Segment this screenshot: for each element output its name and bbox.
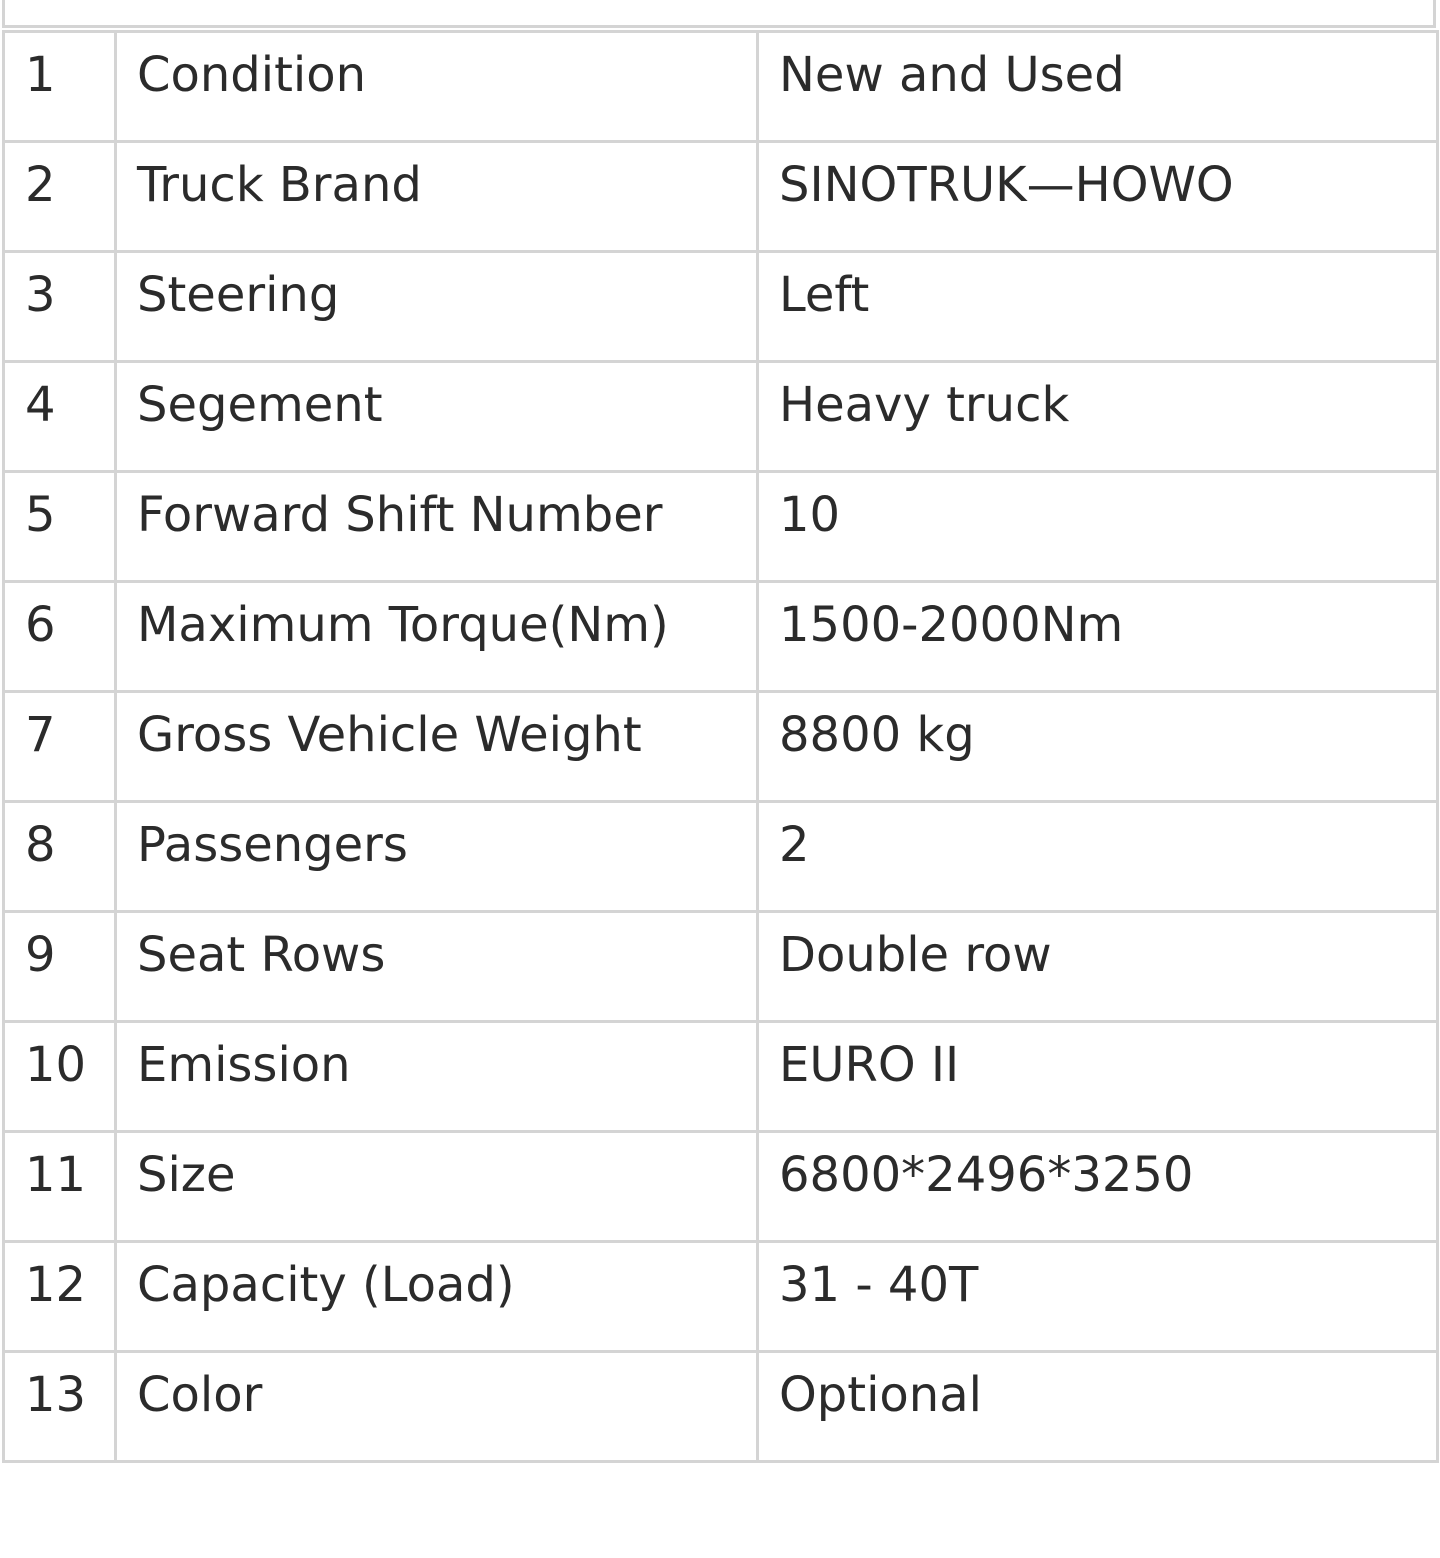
row-number: 6 bbox=[4, 582, 116, 692]
property-name: Emission bbox=[116, 1022, 758, 1132]
row-number: 3 bbox=[4, 252, 116, 362]
spec-table-body bbox=[4, 32, 1438, 1462]
table-row bbox=[4, 1022, 1438, 1132]
property-value: Left bbox=[758, 252, 1438, 362]
table-row bbox=[4, 1132, 1438, 1242]
spec-table bbox=[2, 30, 1439, 1463]
row-number: 12 bbox=[4, 1242, 116, 1352]
property-value: 31 - 40T bbox=[758, 1242, 1438, 1352]
row-number: 13 bbox=[4, 1352, 116, 1462]
table-top-frame bbox=[2, 0, 1436, 28]
table-row bbox=[4, 472, 1438, 582]
row-number: 11 bbox=[4, 1132, 116, 1242]
table-row bbox=[4, 252, 1438, 362]
property-value: 10 bbox=[758, 472, 1438, 582]
property-name: Forward Shift Number bbox=[116, 472, 758, 582]
property-name: Passengers bbox=[116, 802, 758, 912]
table-row bbox=[4, 582, 1438, 692]
row-number: 9 bbox=[4, 912, 116, 1022]
property-value: Optional bbox=[758, 1352, 1438, 1462]
property-value: SINOTRUK—HOWO bbox=[758, 142, 1438, 252]
row-number: 2 bbox=[4, 142, 116, 252]
table-row bbox=[4, 1242, 1438, 1352]
property-value: 8800 kg bbox=[758, 692, 1438, 802]
property-value: Heavy truck bbox=[758, 362, 1438, 472]
row-number: 10 bbox=[4, 1022, 116, 1132]
property-name: Segement bbox=[116, 362, 758, 472]
property-value: 1500-2000Nm bbox=[758, 582, 1438, 692]
table-row bbox=[4, 32, 1438, 142]
property-value: New and Used bbox=[758, 32, 1438, 142]
table-row bbox=[4, 362, 1438, 472]
property-value: EURO II bbox=[758, 1022, 1438, 1132]
property-value: 6800*2496*3250 bbox=[758, 1132, 1438, 1242]
property-name: Seat Rows bbox=[116, 912, 758, 1022]
property-name: Steering bbox=[116, 252, 758, 362]
table-row bbox=[4, 912, 1438, 1022]
property-name: Truck Brand bbox=[116, 142, 758, 252]
row-number: 1 bbox=[4, 32, 116, 142]
property-value: 2 bbox=[758, 802, 1438, 912]
row-number: 8 bbox=[4, 802, 116, 912]
property-name: Capacity (Load) bbox=[116, 1242, 758, 1352]
table-row bbox=[4, 1352, 1438, 1462]
property-name: Condition bbox=[116, 32, 758, 142]
table-row bbox=[4, 692, 1438, 802]
row-number: 7 bbox=[4, 692, 116, 802]
table-row bbox=[4, 142, 1438, 252]
property-value: Double row bbox=[758, 912, 1438, 1022]
table-row bbox=[4, 802, 1438, 912]
row-number: 5 bbox=[4, 472, 116, 582]
row-number: 4 bbox=[4, 362, 116, 472]
property-name: Gross Vehicle Weight bbox=[116, 692, 758, 802]
property-name: Size bbox=[116, 1132, 758, 1242]
property-name: Color bbox=[116, 1352, 758, 1462]
property-name: Maximum Torque(Nm) bbox=[116, 582, 758, 692]
